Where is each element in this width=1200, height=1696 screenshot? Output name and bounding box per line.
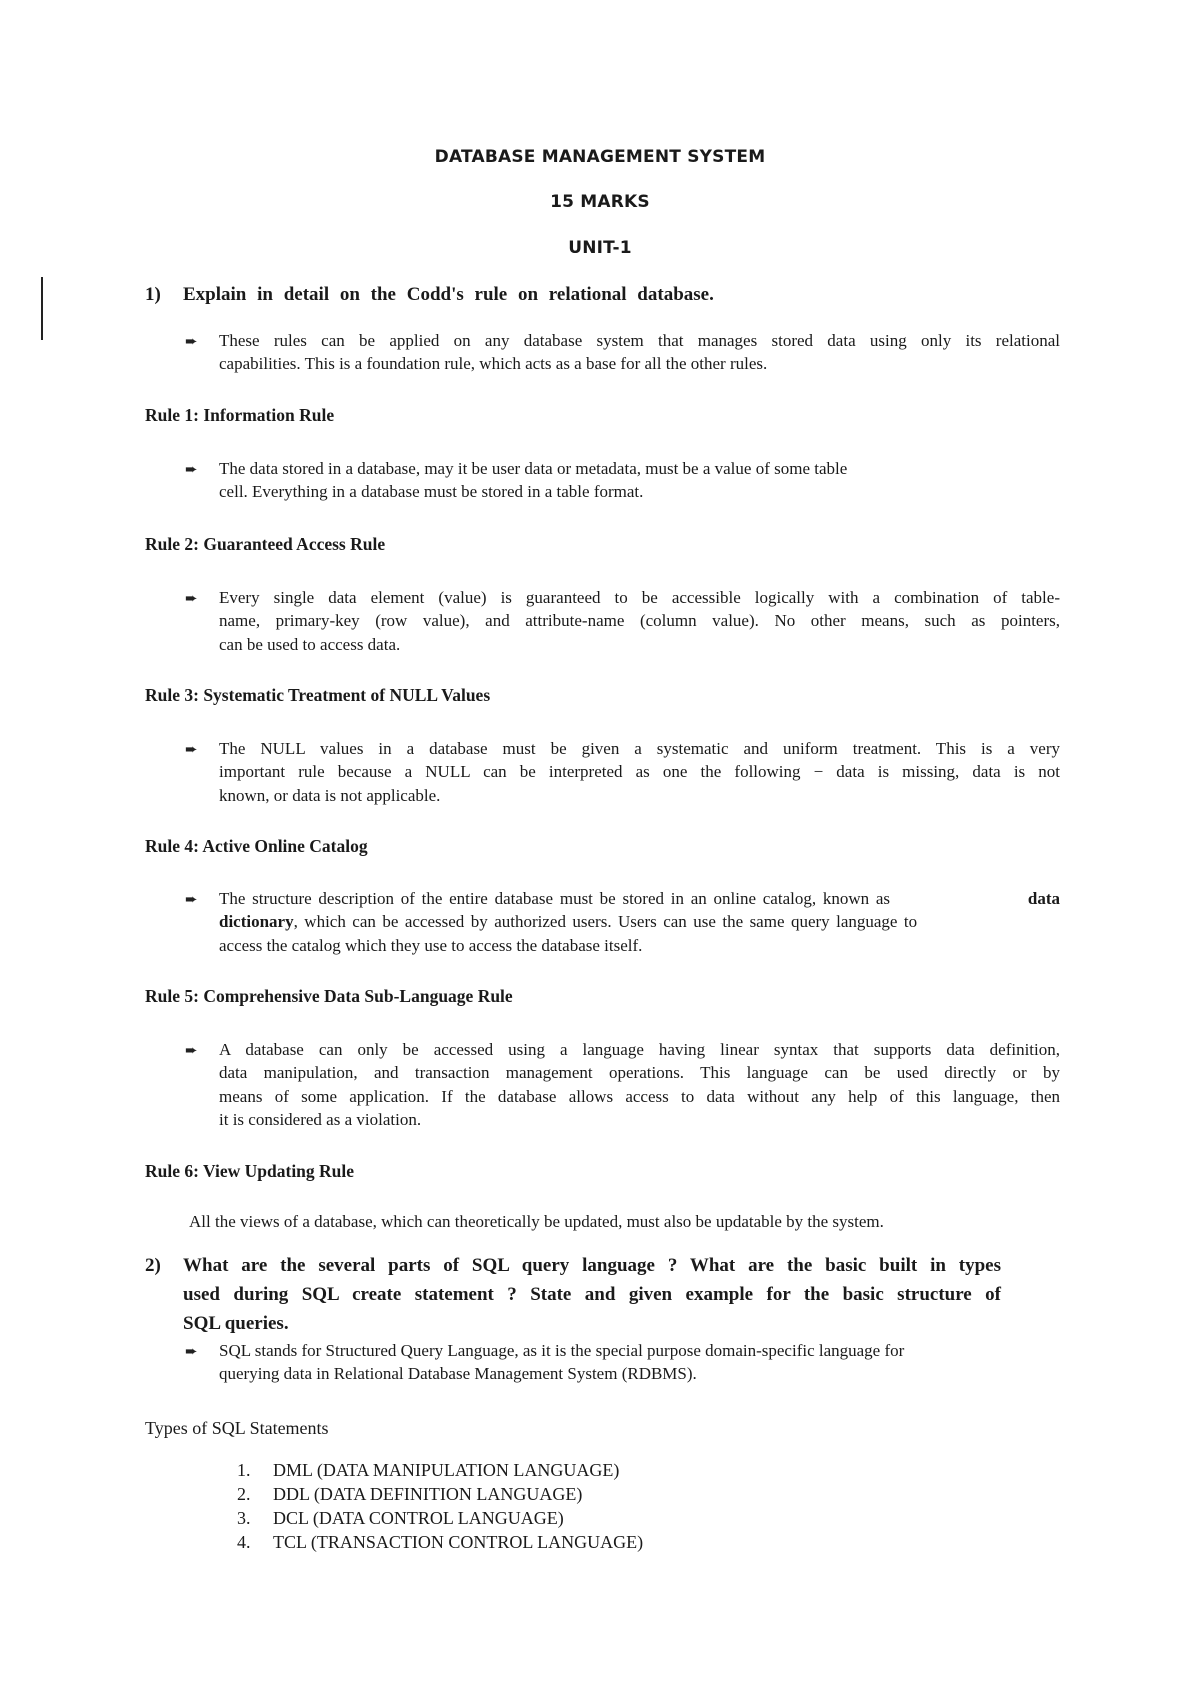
text-cursor: [41, 277, 43, 340]
rule-1-heading: Rule 1: Information Rule: [145, 405, 335, 425]
bullet-item: ➨ Every single data element (value) is guaranteed to be accessible logically with a combination of table- name, primary-key (row value), and attribute-name (column value). No other means, such as pointers, can be used to access data.: [185, 588, 1060, 654]
arrow-bullet-icon: ➨: [185, 1342, 198, 1360]
bullet-item: ➨ These rules can be applied on any database system that manages stored data using only its relational capabilities. This is a foundation rule, which acts as a base for all the other rules.: [185, 331, 1060, 374]
arrow-bullet-icon: ➨: [185, 589, 198, 607]
bullet-item: ➨ SQL stands for Structured Query Language, as it is the special purpose domain-specific language for querying data in Relational Database Management System (RDBMS).: [185, 1341, 905, 1384]
rule-6-heading: Rule 6: View Updating Rule: [145, 1161, 355, 1181]
types-heading: Types of SQL Statements: [145, 1418, 329, 1438]
bullet-item: ➨ The data stored in a database, may it be user data or metadata, must be a value of some table cell. Everything in a database must be stored in a table format.: [185, 459, 848, 502]
question-number: 1): [145, 284, 161, 305]
unit-heading: UNIT-1: [568, 238, 632, 258]
rule-6-text: All the views of a database, which can theoretically be updated, must also be updatable by the system.: [189, 1212, 884, 1231]
question-text: Explain in detail on the Codd's rule on relational database.: [183, 284, 714, 305]
rule-5-heading: Rule 5: Comprehensive Data Sub-Language Rule: [145, 986, 513, 1006]
document-title: DATABASE MANAGEMENT SYSTEM: [434, 147, 766, 167]
arrow-bullet-icon: ➨: [185, 890, 198, 908]
rule-4-heading: Rule 4: Active Online Catalog: [145, 836, 368, 856]
marks-heading: 15 MARKS: [550, 192, 650, 212]
document-page: DATABASE MANAGEMENT SYSTEM 15 MARKS UNIT-1 1) Explain in detail on the Codd's rule on relational database. ➨ These rules can be applied on any database system that manages stored data using only its relational capabilities. This is a foundation rule, which acts as a base for all the other rules. Rule 1: Information Rule ➨ The data stored in a database, may it be user data or metadata, must be a value of some table cell. Everything in a database must be stored in a table format. Rule 2: Guaranteed Access Rule ➨ Every single data element (value) is guaranteed to be accessible logically with a combination of table- name, primary-key (row value), and attribute-name (column value). No other means, such as pointers, can be used to access data. Rule 3: Systematic Treatment of NULL Values ➨ The NULL values in a database must be given a systematic and uniform treatment. This is a very important rule because a NULL can be interpreted as one the following − data is missing, data is not known, or data is not applicable. Rule 4: Active Online Catalog ➨ The structure description of the entire database must be stored in an online catalog, known as data dictionary , which can be accessed by authorized users. Users can use the same query language to access the catalog which they use to access the database itself. Rule 5: Comprehensive Data Sub-Language Rule ➨ A database can only be accessed using a language having linear syntax that supports data definition, data manipulation, and transaction management operations. This language can be used directly or by means of some application. If the database allows access to data without any help of this language, then it is considered as a violation. Rule 6: View Updating Rule All the views of a database, which can theoretically be updated, must also be updatable by the system. 2) What are the several parts of SQL query language ? What are the basic built in types used during SQL create statement ? State and given example for the basic structure of SQL queries. ➨ SQL stands for Structured Query Language, as it is the special purpose domain-specific language for querying data in Relational Database Management System (RDBMS). Types of SQL Statements 1. DML (DATA MANIPULATION LANGUAGE) 2. DDL (DATA DEFINITION LANGUAGE) 3. DCL (DATA CONTROL LANGUAGE) 4. TCL (TRANSACTION CONTROL LANGUAGE): [0, 0, 1200, 1696]
question-number: 2): [145, 1255, 161, 1276]
bullet-item: ➨ The NULL values in a database must be given a systematic and uniform treatment. This is a very important rule because a NULL can be interpreted as one the following − data is missing, data is not known, or data is not applicable.: [185, 739, 1060, 805]
bullet-item: ➨ A database can only be accessed using a language having linear syntax that supports data definition, data manipulation, and transaction management operations. This language can be used directly or by means of some application. If the database allows access to data without any help of this language, then it is considered as a violation.: [185, 1040, 1060, 1129]
arrow-bullet-icon: ➨: [185, 1041, 198, 1059]
arrow-bullet-icon: ➨: [185, 332, 198, 350]
arrow-bullet-icon: ➨: [185, 740, 198, 758]
rule-2-heading: Rule 2: Guaranteed Access Rule: [145, 534, 386, 554]
rule-3-heading: Rule 3: Systematic Treatment of NULL Values: [145, 685, 491, 705]
bullet-item: ➨ The structure description of the entire database must be stored in an online catalog, known as data dictionary , which can be accessed by authorized users. Users can use the same query language to access the catalog which they use to access the database itself.: [185, 889, 1060, 955]
arrow-bullet-icon: ➨: [185, 460, 198, 478]
